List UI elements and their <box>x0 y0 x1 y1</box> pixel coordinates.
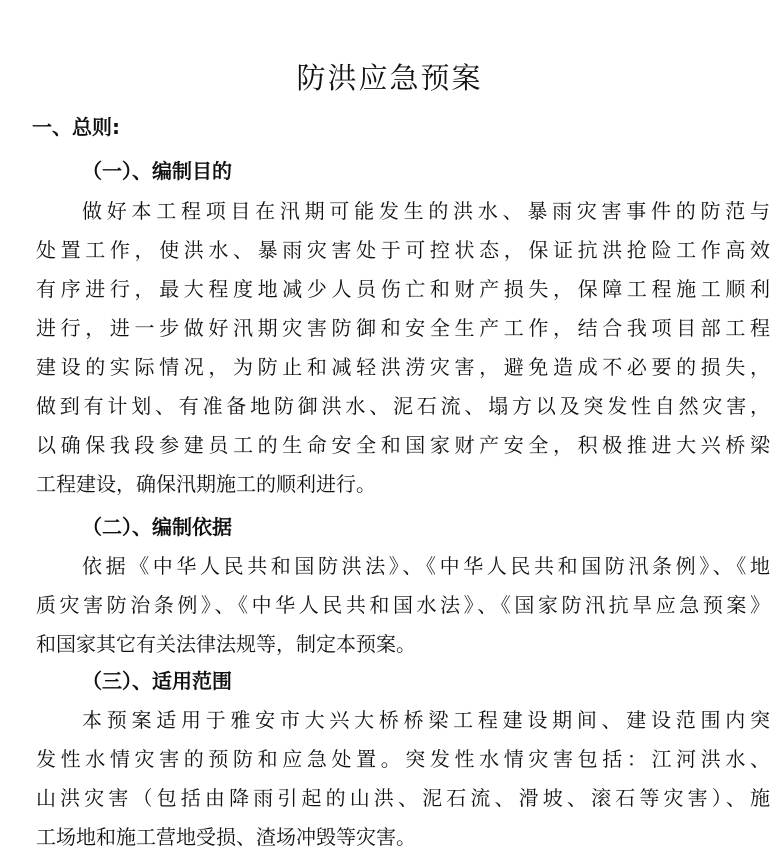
document-title: 防洪应急预案 <box>296 61 483 95</box>
subsection-heading-purpose: （一）、编制目的 <box>82 159 232 183</box>
paragraph-line: 质灾害防治条例》、《中华人民共和国水法》、《国家防汛抗旱应急预案》 <box>36 593 770 617</box>
paragraph-line: 和国家其它有关法律法规等，制定本预案。 <box>36 632 416 656</box>
section-heading-general: 一、总则: <box>32 115 120 139</box>
paragraph-line: 发性水情灾害的预防和应急处置。突发性水情灾害包括：江河洪水、 <box>36 747 770 771</box>
paragraph-line: 山洪灾害（包括由降雨引起的山洪、泥石流、滑坡、滚石等灾害）、施 <box>36 786 770 810</box>
paragraph-line: 做好本工程项目在汛期可能发生的洪水、暴雨灾害事件的防范与 <box>82 199 770 223</box>
paragraph-line: 做到有计划、有准备地防御洪水、泥石流、塌方以及突发性自然灾害， <box>36 394 770 418</box>
paragraph-purpose <box>36 192 770 504</box>
paragraph-basis <box>36 547 770 664</box>
paragraph-line: 处置工作，使洪水、暴雨灾害处于可控状态，保证抗洪抢险工作高效 <box>36 238 770 262</box>
paragraph-line: 进行，进一步做好汛期灾害防御和安全生产工作，结合我项目部工程 <box>36 316 770 340</box>
paragraph-line: 依据《中华人民共和国防洪法》、《中华人民共和国防汛条例》、《地 <box>82 554 770 578</box>
paragraph-line: 建设的实际情况，为防止和减轻洪涝灾害，避免造成不必要的损失， <box>36 355 770 379</box>
paragraph-line: 以确保我段参建员工的生命安全和国家财产安全，积极推进大兴桥梁 <box>36 433 770 457</box>
subsection-heading-scope: （三）、适用范围 <box>82 669 232 693</box>
paragraph-line: 本预案适用于雅安市大兴大桥桥梁工程建设期间、建设范围内突 <box>82 708 770 732</box>
paragraph-line: 工程建设，确保汛期施工的顺利进行。 <box>36 472 376 496</box>
paragraph-line: 工场地和施工营地受损、渣场冲毁等灾害。 <box>36 825 416 849</box>
paragraph-scope <box>36 701 770 857</box>
subsection-heading-basis: （二）、编制依据 <box>82 515 232 539</box>
paragraph-line: 有序进行，最大程度地减少人员伤亡和财产损失，保障工程施工顺利 <box>36 277 770 301</box>
